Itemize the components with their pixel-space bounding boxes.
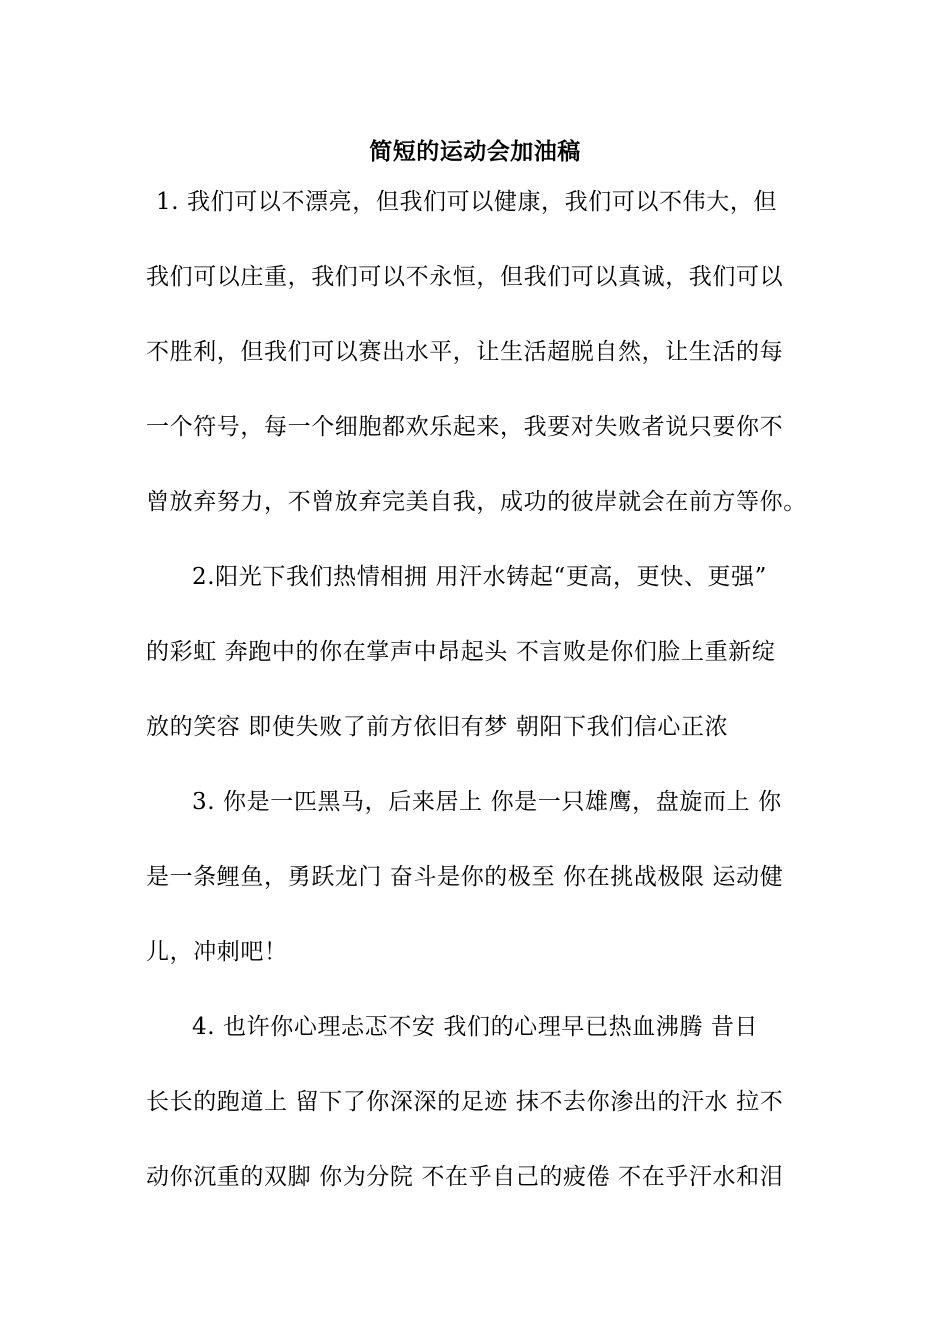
paragraph-2-line-1: 2.阳光下我们热情相拥 用汗水铸起“更高，更快、更强” bbox=[192, 564, 767, 590]
paragraph-1-line-1: 1. 我们可以不漂亮，但我们可以健康，我们可以不伟大，但 bbox=[156, 189, 778, 215]
paragraph-1-line-3: 不胜利，但我们可以赛出水平，让生活超脱自然，让生活的每 bbox=[146, 339, 784, 365]
paragraph-4-line-1: 4. 也许你心理忐忑不安 我们的心理早已热血沸腾 昔日 bbox=[192, 1014, 759, 1040]
document-title: 简短的运动会加油稿 bbox=[369, 138, 581, 165]
paragraph-1-line-5: 曾放弃努力，不曾放弃完美自我，成功的彼岸就会在前方等你。 bbox=[146, 489, 807, 515]
paragraph-3-line-3: 儿，冲刺吧！ bbox=[146, 939, 288, 965]
paragraph-1-line-4: 一个符号，每一个细胞都欢乐起来，我要对失败者说只要你不 bbox=[146, 414, 784, 440]
paragraph-4-line-3: 动你沉重的双脚 你为分院 不在乎自己的疲倦 不在乎汗水和泪 bbox=[146, 1164, 784, 1190]
paragraph-2-line-2: 的彩虹 奔跑中的你在掌声中昂起头 不言败是你们脸上重新绽 bbox=[146, 639, 776, 665]
paragraph-3-line-1: 3. 你是一匹黑马，后来居上 你是一只雄鹰，盘旋而上 你 bbox=[192, 789, 782, 815]
paragraph-2-line-3: 放的笑容 即使失败了前方依旧有梦 朝阳下我们信心正浓 bbox=[146, 714, 729, 740]
paragraph-3-line-2: 是一条鲤鱼，勇跃龙门 奋斗是你的极至 你在挑战极限 运动健 bbox=[146, 864, 784, 890]
paragraph-1-line-2: 我们可以庄重，我们可以不永恒，但我们可以真诚，我们可以 bbox=[146, 264, 784, 290]
paragraph-4-line-2: 长长的跑道上 留下了你深深的足迹 抹不去你渗出的汗水 拉不 bbox=[146, 1089, 784, 1115]
